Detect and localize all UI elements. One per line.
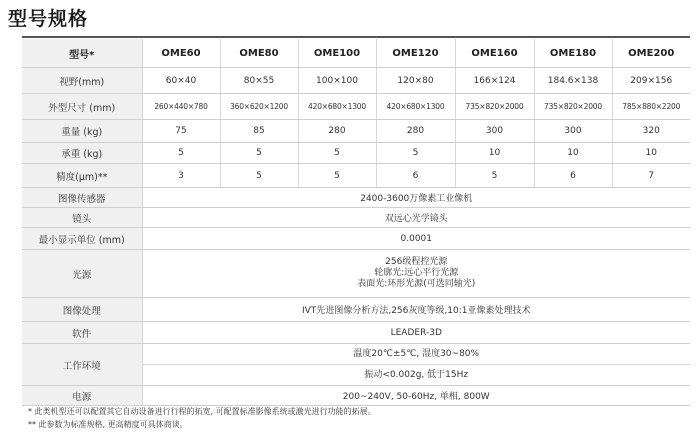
model-header: OME120 bbox=[376, 39, 455, 68]
footnotes bbox=[28, 405, 376, 431]
table-cell: 735×820×2000 bbox=[534, 94, 612, 120]
table-cell: 5 bbox=[298, 143, 376, 164]
table-cell: 7 bbox=[612, 164, 690, 188]
table-cell: 209×156 bbox=[612, 68, 690, 94]
table-row bbox=[22, 208, 690, 228]
table-row bbox=[22, 344, 690, 386]
table-cell: 5 bbox=[376, 143, 455, 164]
model-header: OME60 bbox=[142, 39, 220, 68]
table-cell: 260×440×780 bbox=[142, 94, 220, 120]
table-cell: 420×680×1300 bbox=[298, 94, 376, 120]
environment-line: 振动<0.002g, 低于15Hz bbox=[364, 370, 469, 380]
table-cell: 280 bbox=[376, 120, 455, 143]
table-cell: 80×55 bbox=[220, 68, 298, 94]
row-label: 视野(mm) bbox=[22, 68, 142, 94]
table-cell: 6 bbox=[534, 164, 612, 188]
footnote: ** 此参数为标准规格, 更高精度可具体商谈。 bbox=[28, 420, 188, 429]
table-cell: 10 bbox=[612, 143, 690, 164]
table-row bbox=[22, 298, 690, 322]
table-row bbox=[22, 250, 690, 298]
row-label: 电源 bbox=[22, 386, 142, 406]
environment-line: 温度20℃±5℃, 湿度30~80% bbox=[143, 344, 691, 365]
row-label: 外型尺寸 (mm) bbox=[22, 94, 142, 120]
table-cell: 300 bbox=[455, 120, 534, 143]
table-cell: 300 bbox=[534, 120, 612, 143]
title-divider bbox=[22, 36, 690, 38]
row-label: 镜头 bbox=[22, 208, 142, 228]
model-header: OME160 bbox=[455, 39, 534, 68]
table-row bbox=[22, 386, 690, 406]
table-cell: 0.0001 bbox=[142, 228, 690, 250]
table-cell: 5 bbox=[142, 143, 220, 164]
table-cell: 200~240V, 50-60Hz, 单相, 800W bbox=[142, 386, 690, 406]
row-label: 最小显示单位 (mm) bbox=[22, 228, 142, 250]
spec-table bbox=[22, 39, 690, 406]
header-label: 型号* bbox=[22, 39, 142, 68]
table-cell bbox=[142, 250, 690, 298]
table-cell: 5 bbox=[220, 164, 298, 188]
table-row bbox=[22, 120, 690, 143]
row-label: 精度(μm)** bbox=[22, 164, 142, 188]
table-row bbox=[22, 68, 690, 94]
table-row bbox=[22, 143, 690, 164]
table-cell: 320 bbox=[612, 120, 690, 143]
table-cell: 5 bbox=[298, 164, 376, 188]
model-header: OME200 bbox=[612, 39, 690, 68]
footnote: * 此类机型还可以配置其它自动设备进行行程的拓宽, 可配置标准影像系统或激光进行功能的拓展。 bbox=[28, 407, 376, 416]
table-cell: 420×680×1300 bbox=[376, 94, 455, 120]
table-cell: 785×880×2200 bbox=[612, 94, 690, 120]
page-title: 型号规格 bbox=[8, 8, 89, 30]
table-cell: 5 bbox=[220, 143, 298, 164]
table-cell: 166×124 bbox=[455, 68, 534, 94]
table-cell: 60×40 bbox=[142, 68, 220, 94]
table-cell: 6 bbox=[376, 164, 455, 188]
table-row bbox=[22, 228, 690, 250]
row-label: 工作环境 bbox=[22, 344, 142, 386]
model-header: OME180 bbox=[534, 39, 612, 68]
table-row bbox=[22, 164, 690, 188]
light-line: 表面光:环形光源(可选同轴光) bbox=[357, 279, 476, 289]
light-line: 256级程控光源 bbox=[385, 257, 448, 267]
table-cell: 3 bbox=[142, 164, 220, 188]
row-label: 承重 (kg) bbox=[22, 143, 142, 164]
light-line: 轮廓光:远心平行光源 bbox=[374, 268, 459, 278]
table-cell: 双远心光学镜头 bbox=[142, 208, 690, 228]
row-label: 图像处理 bbox=[22, 298, 142, 322]
table-cell: LEADER-3D bbox=[142, 322, 690, 344]
row-label: 重量 (kg) bbox=[22, 120, 142, 143]
row-label: 图像传感器 bbox=[22, 188, 142, 208]
table-cell: 120×80 bbox=[376, 68, 455, 94]
table-cell: 75 bbox=[142, 120, 220, 143]
table-cell: 5 bbox=[455, 164, 534, 188]
table-cell: 735×820×2000 bbox=[455, 94, 534, 120]
table-cell: 85 bbox=[220, 120, 298, 143]
row-label: 软件 bbox=[22, 322, 142, 344]
table-row bbox=[22, 322, 690, 344]
table-cell: 10 bbox=[455, 143, 534, 164]
table-cell bbox=[142, 344, 690, 386]
table-cell: 280 bbox=[298, 120, 376, 143]
table-cell: 2400-3600万像素工业像机 bbox=[142, 188, 690, 208]
model-header: OME100 bbox=[298, 39, 376, 68]
table-cell: 100×100 bbox=[298, 68, 376, 94]
table-cell: 10 bbox=[534, 143, 612, 164]
table-cell: IVT先进图像分析方法,256灰度等级,10:1亚像素处理技术 bbox=[142, 298, 690, 322]
header-row bbox=[22, 39, 690, 68]
table-row bbox=[22, 188, 690, 208]
model-header: OME80 bbox=[220, 39, 298, 68]
row-label: 光源 bbox=[22, 250, 142, 298]
table-cell: 360×620×1200 bbox=[220, 94, 298, 120]
table-row bbox=[22, 94, 690, 120]
table-cell: 184.6×138 bbox=[534, 68, 612, 94]
